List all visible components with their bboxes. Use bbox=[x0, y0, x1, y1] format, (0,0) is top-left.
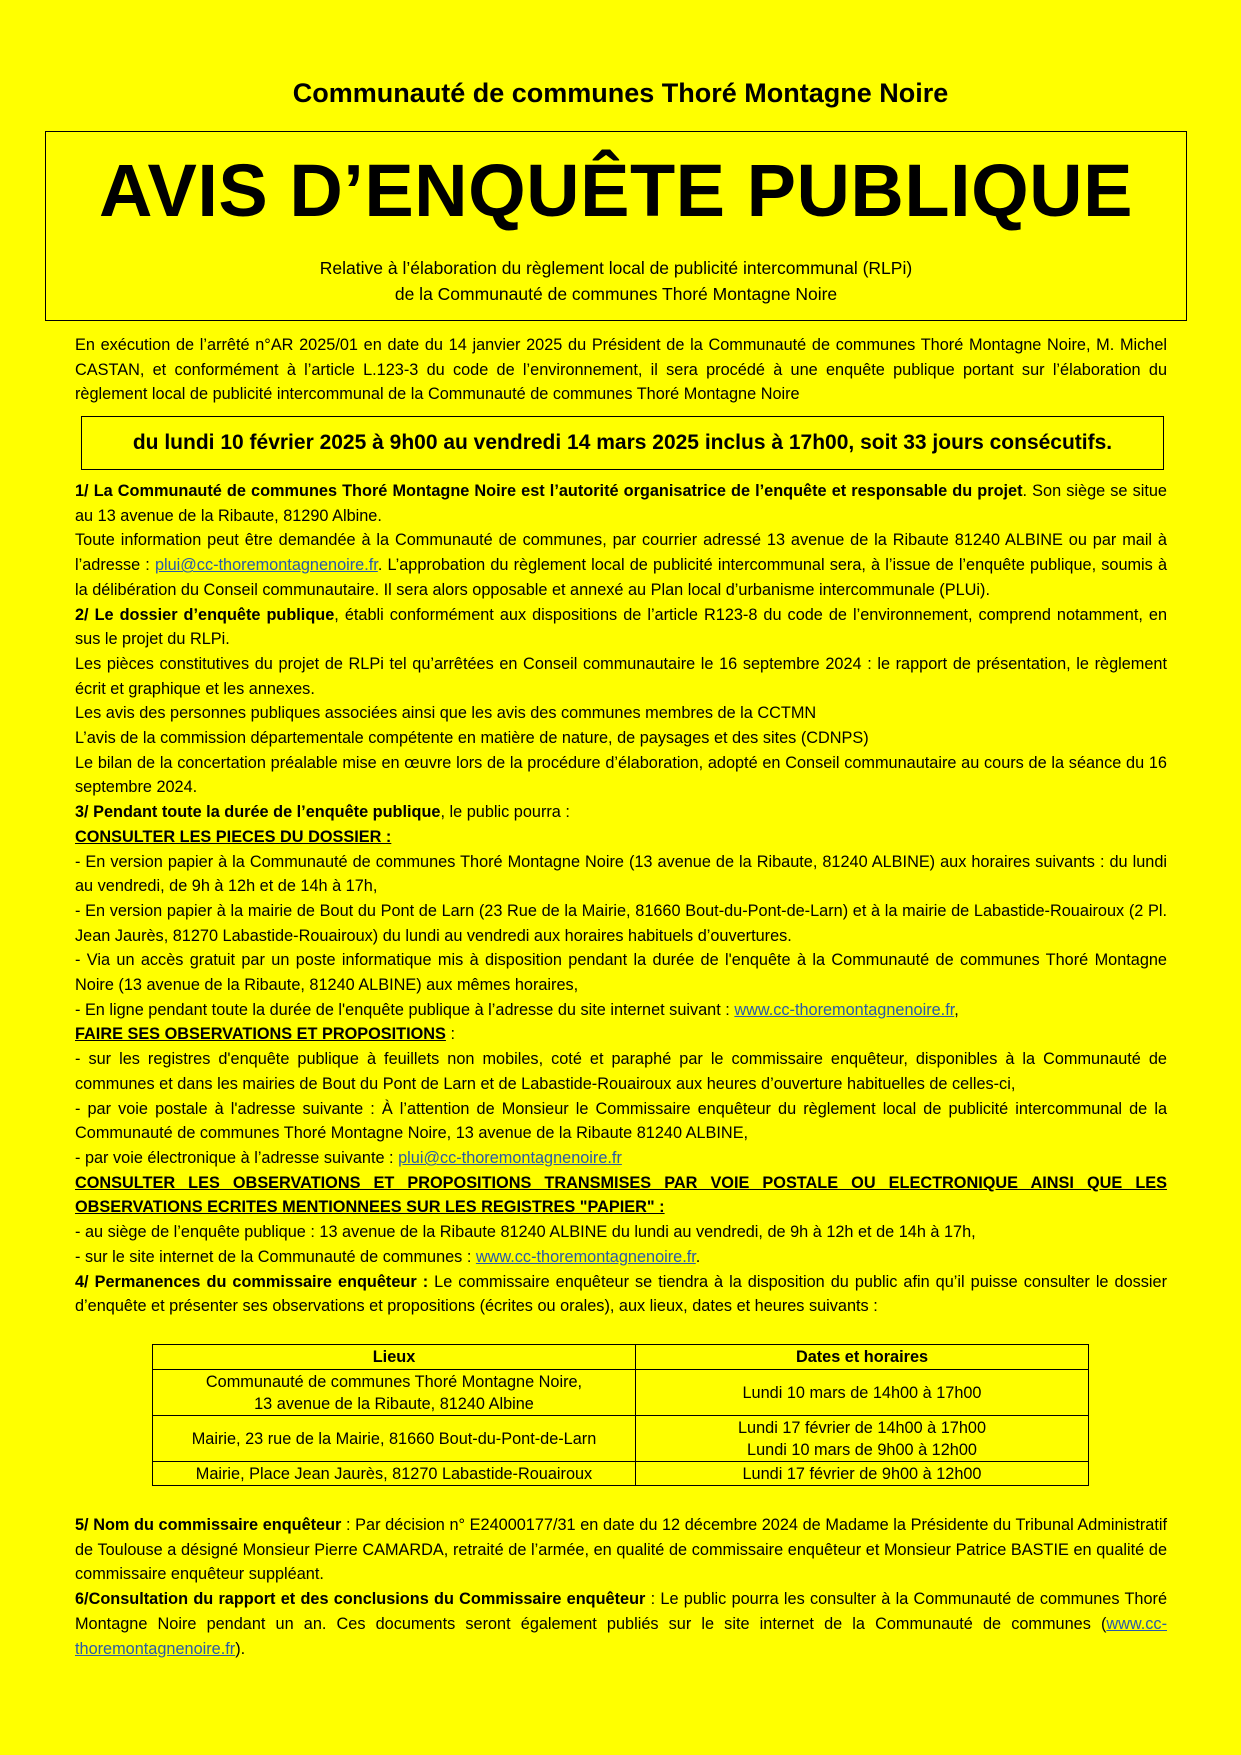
observation-item-2: - par voie postale à l'adresse suivante : À l’attention de Monsieur le Commissaire enquêteur du règlement local de publicité intercommunal de la Communauté de communes Thoré Montagne Noire, 13 avenue de la Ribaute 81240 ALBINE, bbox=[75, 1099, 1167, 1143]
email-link[interactable]: plui@cc-thoremontagnenoire.fr bbox=[154, 556, 378, 575]
subtitle-line-1: Relative à l’élaboration du règlement local de publicité intercommunal (RLPi) bbox=[319, 258, 913, 278]
section-2 bbox=[75, 603, 1167, 652]
table-row bbox=[153, 1462, 1089, 1486]
consult-item-4 bbox=[75, 998, 1167, 1023]
view-observations-heading: CONSULTER LES OBSERVATIONS ET PROPOSITIONS TRANSMISES PAR VOIE POSTALE OU ELECTRONIQUE AINSI QUE LES OBSERVATIONS ECRITES MENTIONNEES SUR LES REGISTRES "PAPIER" : bbox=[75, 1173, 1167, 1217]
view-item-2-end: . bbox=[695, 1247, 701, 1266]
section-2-avis-cdnps: L’avis de la commission départementale compétente en matière de nature, de paysages et des sites (CDNPS) bbox=[75, 729, 869, 748]
view-item-1: - au siège de l’enquête publique : 13 avenue de la Ribaute 81240 ALBINE du lundi au vendredi, de 9h à 12h et de 14h à 17h, bbox=[75, 1223, 976, 1242]
organisation-title: Communauté de communes Thoré Montagne Noire bbox=[292, 78, 949, 108]
section-6 bbox=[75, 1587, 1167, 1661]
table-cell-lieu bbox=[153, 1416, 636, 1462]
section-6-end: ). bbox=[235, 1639, 246, 1658]
section-1 bbox=[75, 479, 1167, 528]
consult-item-2: - En version papier à la mairie de Bout du Pont de Larn (23 Rue de la Mairie, 81660 Bout-du-Pont-de-Larn) et à la mairie de Labastide-Rouairoux (2 Pl. Jean Jaurès, 81270 Labastide-Rouairoux) du lundi au vendredi aux horaires habituels d’ouvertures. bbox=[75, 901, 1167, 945]
section-6-text: : Le public pourra les consulter à la Communauté de communes Thoré Montagne Noire pendant un an. Ces documents seront également publiés sur le site internet de la Communauté de communes ( bbox=[75, 1590, 1167, 1633]
website-link-2[interactable]: www.cc-thoremontagnenoire.fr bbox=[475, 1247, 696, 1266]
table-header-row bbox=[153, 1345, 1089, 1370]
permanences-table bbox=[152, 1344, 1089, 1486]
lieu-line: Communauté de communes Thoré Montagne Noire, bbox=[205, 1372, 583, 1391]
page-title: AVIS D’ENQUÊTE PUBLIQUE bbox=[99, 149, 1133, 232]
table-cell-dates bbox=[636, 1370, 1089, 1416]
consult-heading: CONSULTER LES PIECES DU DOSSIER : bbox=[75, 827, 392, 846]
col-lieux: Lieux bbox=[153, 1345, 636, 1370]
subtitle-line-2: de la Communauté de communes Thoré Montagne Noire bbox=[394, 284, 838, 304]
observation-item-1: - sur les registres d'enquête publique à feuillets non mobiles, coté et paraphé par le commissaire enquêteur, disponibles à la Communauté de communes et dans les mairies de Bout du Pont de Larn et de Labastide-Rouairoux aux heures d’ouverture habituelles de celles-ci, bbox=[75, 1050, 1167, 1093]
section-5-heading: 5/ Nom du commissaire enquêteur bbox=[75, 1516, 342, 1534]
observations-heading: FAIRE SES OBSERVATIONS ET PROPOSITIONS bbox=[75, 1025, 446, 1044]
view-item-2-text: - sur le site internet de la Communauté de communes : bbox=[75, 1247, 476, 1266]
consult-item-4-text: - En ligne pendant toute la durée de l'enquête publique à l’adresse du site internet suivant : bbox=[75, 1000, 735, 1019]
section-2-heading: 2/ Le dossier d’enquête publique bbox=[75, 605, 335, 624]
section-2-text: , établi conformément aux dispositions de l’article R123-8 du code de l’environnement, comprend notamment, en sus le projet du RLPi. bbox=[75, 605, 1167, 649]
section-4-heading: 4/ Permanences du commissaire enquêteur : bbox=[75, 1272, 429, 1291]
table-cell-dates bbox=[636, 1462, 1089, 1486]
section-3-text: , le public pourra : bbox=[440, 803, 570, 822]
section-1-text: . Son siège se situe au 13 avenue de la Ribaute, 81290 Albine. bbox=[75, 482, 1167, 525]
section-6-heading: 6/Consultation du rapport et des conclusions du Commissaire enquêteur bbox=[75, 1590, 646, 1609]
intro-paragraph: En exécution de l’arrêté n°AR 2025/01 en date du 14 janvier 2025 du Président de la Communauté de communes Thoré Montagne Noire, M. Michel CASTAN, et conformément à l’article L.123-3 du code de l’environnement, il sera procédé à une enquête publique portant sur l’élaboration du règlement local de publicité intercommunal de la Communauté de communes Thoré Montagne Noire bbox=[75, 336, 1167, 404]
website-link[interactable]: www.cc-thoremontagnenoire.fr bbox=[734, 1000, 955, 1019]
section-5 bbox=[75, 1513, 1167, 1587]
section-2-bilan: Le bilan de la concertation préalable mise en œuvre lors de la procédure d’élaboration, adopté en Conseil communautaire au cours de la séance du 16 septembre 2024. bbox=[75, 753, 1167, 797]
contact-text: Toute information peut être demandée à la Communauté de communes, par courrier adressé 13 avenue de la Ribaute 81240 ALBINE ou par mail à l’adresse : bbox=[75, 531, 1167, 575]
col-dates: Dates et horaires bbox=[636, 1345, 1089, 1370]
section-3-heading: 3/ Pendant toute la durée de l’enquête publique bbox=[75, 803, 441, 822]
lieu-line: Mairie, 23 rue de la Mairie, 81660 Bout-du-Pont-de-Larn bbox=[191, 1429, 597, 1448]
section-1-heading: 1/ La Communauté de communes Thoré Montagne Noire est l’autorité organisatrice de l’enquête et responsable du projet bbox=[75, 482, 1023, 500]
subtitle bbox=[46, 255, 1186, 307]
bottom-sections bbox=[75, 1513, 1167, 1661]
section-4-text: Le commissaire enquêteur se tiendra à la disposition du public afin qu’il puisse consulter le dossier d’enquête et présenter ses observations et propositions (écrites ou orales), aux lieux, dates et heures suivants : bbox=[75, 1272, 1167, 1316]
section-2-avis-ppa: Les avis des personnes publiques associées ainsi que les avis des communes membres de la CCTMN bbox=[75, 704, 817, 723]
section-3 bbox=[75, 800, 1167, 825]
lieu-line: 13 avenue de la Ribaute, 81240 Albine bbox=[254, 1394, 534, 1413]
lieu-line: Mairie, Place Jean Jaurès, 81270 Labastide-Rouairoux bbox=[195, 1464, 593, 1483]
table-row bbox=[153, 1370, 1089, 1416]
section-5-text: : Par décision n° E24000177/31 en date du 12 décembre 2024 de Madame la Présidente du Tribunal Administratif de Toulouse a désigné Monsieur Pierre CAMARDA, retraité de l’armée, en qualité de commissaire enquêteur et Monsieur Patrice BASTIE en qualité de commissaire enquêteur suppléant. bbox=[75, 1516, 1167, 1584]
table-cell-lieu bbox=[153, 1462, 636, 1486]
view-item-2 bbox=[75, 1245, 1167, 1270]
website-link-3[interactable]: www.cc-thoremontagnenoire.fr bbox=[75, 1614, 1167, 1658]
observation-item-3 bbox=[75, 1146, 1167, 1171]
section-2-pieces: Les pièces constitutives du projet de RLPi tel qu’arrêtées en Conseil communautaire le 16 septembre 2024 : le rapport de présentation, le règlement écrit et graphique et les annexes. bbox=[75, 654, 1167, 698]
date-line: Lundi 10 mars de 9h00 à 12h00 bbox=[747, 1440, 977, 1459]
table-cell-lieu bbox=[153, 1370, 636, 1416]
section-4 bbox=[75, 1270, 1167, 1319]
sections bbox=[75, 479, 1167, 1319]
section-1-contact bbox=[75, 528, 1167, 602]
table-cell-dates bbox=[636, 1416, 1089, 1462]
title-box bbox=[45, 131, 1187, 321]
date-line: Lundi 10 mars de 14h00 à 17h00 bbox=[742, 1383, 982, 1402]
observation-item-3-text: - par voie électronique à l’adresse suivante : bbox=[75, 1148, 399, 1167]
approval-text: . L’approbation du règlement local de publicité intercommunal sera, à l’issue de l’enquête publique, soumis à la délibération du Conseil communautaire. Il sera alors opposable et annexé au Plan local d’urbanisme intercommunale (PLUi). bbox=[75, 556, 1167, 599]
email-link-2[interactable]: plui@cc-thoremontagnenoire.fr bbox=[398, 1148, 622, 1167]
date-line: Lundi 17 février de 14h00 à 17h00 bbox=[737, 1418, 987, 1437]
date-line: Lundi 17 février de 9h00 à 12h00 bbox=[742, 1464, 982, 1483]
observations-colon: : bbox=[445, 1025, 455, 1044]
observations-heading-line bbox=[75, 1022, 1167, 1047]
consult-item-4-end: , bbox=[954, 1000, 959, 1019]
table-row bbox=[153, 1416, 1089, 1462]
consult-item-3: - Via un accès gratuit par un poste informatique mis à disposition pendant la durée de l'enquête à la Communauté de communes Thoré Montagne Noire (13 avenue de la Ribaute, 81240 ALBINE) aux mêmes horaires, bbox=[75, 951, 1167, 995]
consult-item-1: - En version papier à la Communauté de communes Thoré Montagne Noire (13 avenue de la Ribaute, 81240 ALBINE) aux horaires suivants : du lundi au vendredi, de 9h à 12h et de 14h à 17h, bbox=[75, 852, 1167, 896]
dates-banner: du lundi 10 février 2025 à 9h00 au vendredi 14 mars 2025 inclus à 17h00, soit 33 jours consécutifs. bbox=[81, 416, 1164, 470]
